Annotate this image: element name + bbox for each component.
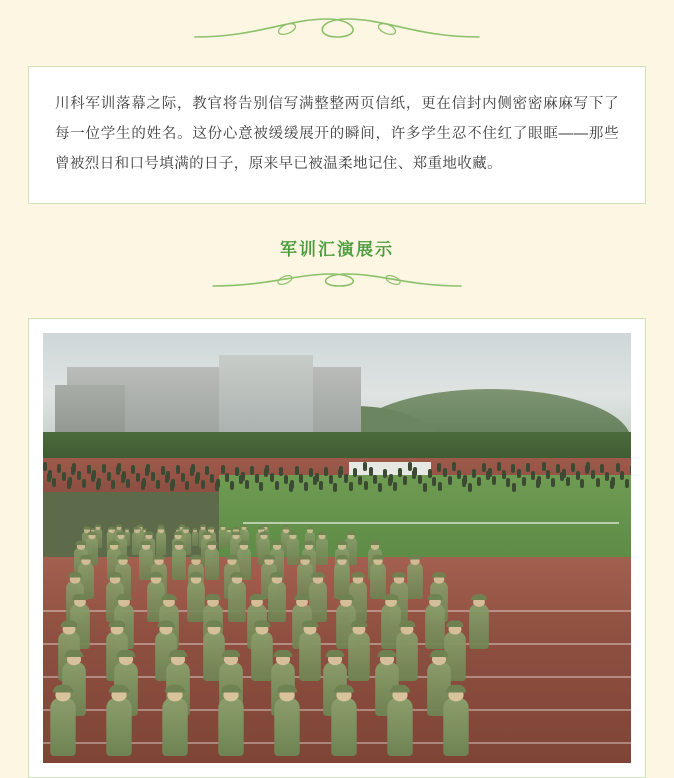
background-spectator xyxy=(313,476,317,485)
marching-student xyxy=(50,698,75,756)
background-spectator xyxy=(215,482,219,491)
marching-student xyxy=(192,532,198,547)
background-spectator xyxy=(358,476,362,485)
background-spectator xyxy=(255,474,259,483)
background-spectator xyxy=(432,477,436,486)
background-spectator xyxy=(423,483,427,492)
background-spectator xyxy=(437,463,441,472)
background-spectator xyxy=(225,473,229,482)
background-spectator xyxy=(373,475,377,484)
background-spectator xyxy=(82,479,86,488)
background-spectator xyxy=(333,483,337,492)
background-spectator xyxy=(353,468,357,477)
top-divider xyxy=(0,0,674,56)
background-spectator xyxy=(502,470,506,479)
leaf-swirl-underline-icon xyxy=(207,268,467,294)
background-spectator xyxy=(560,472,564,481)
background-spectator xyxy=(600,464,604,473)
background-spectator xyxy=(576,471,580,480)
background-spectator xyxy=(438,482,442,491)
background-spectator xyxy=(309,468,313,477)
marching-student xyxy=(331,698,356,756)
background-spectator xyxy=(388,477,392,486)
background-spectator xyxy=(605,472,609,481)
photo-marching-students xyxy=(43,496,502,745)
background-spectator xyxy=(546,470,550,479)
background-spectator xyxy=(408,462,412,471)
background-spectator xyxy=(571,463,575,472)
background-spectator xyxy=(284,475,288,484)
background-spectator xyxy=(517,469,521,478)
background-spectator xyxy=(295,466,299,475)
background-spectator xyxy=(511,464,515,473)
section-title: 军训汇演展示 xyxy=(280,240,394,259)
background-spectator xyxy=(145,467,149,476)
background-spectator xyxy=(299,474,303,483)
background-spectator xyxy=(596,478,600,487)
background-spectator xyxy=(151,472,155,481)
background-spectator xyxy=(136,473,140,482)
background-spectator xyxy=(566,477,570,486)
marching-student xyxy=(287,538,299,566)
marching-student xyxy=(275,698,300,756)
background-spectator xyxy=(181,473,185,482)
marching-student xyxy=(162,698,187,756)
background-spectator xyxy=(107,472,111,481)
section-underline xyxy=(0,268,674,294)
background-spectator xyxy=(630,465,631,474)
background-spectator xyxy=(67,480,71,489)
background-spectator xyxy=(221,465,225,474)
background-spectator xyxy=(161,466,165,475)
marching-student xyxy=(219,698,244,756)
background-spectator xyxy=(472,469,476,478)
background-spectator xyxy=(116,466,120,475)
background-spectator xyxy=(457,470,461,479)
marching-student xyxy=(425,604,445,649)
background-spectator xyxy=(91,473,95,482)
marching-student xyxy=(470,604,490,649)
background-spectator xyxy=(580,479,584,488)
marching-student xyxy=(387,698,412,756)
background-spectator xyxy=(96,481,100,490)
background-spectator xyxy=(482,463,486,472)
background-spectator xyxy=(477,477,481,486)
background-spectator xyxy=(428,469,432,478)
background-spectator xyxy=(62,472,66,481)
background-spectator xyxy=(344,474,348,483)
marching-student xyxy=(396,631,418,681)
background-spectator xyxy=(448,476,452,485)
background-spectator xyxy=(170,482,174,491)
background-spectator xyxy=(102,464,106,473)
background-spectator xyxy=(486,471,490,480)
background-spectator xyxy=(279,467,283,476)
background-spectator xyxy=(349,482,353,491)
background-spectator xyxy=(52,478,56,487)
background-spectator xyxy=(468,483,472,492)
background-spectator xyxy=(230,481,234,490)
background-spectator xyxy=(383,469,387,478)
background-spectator xyxy=(270,473,274,482)
marching-student xyxy=(205,548,219,580)
background-spectator xyxy=(526,463,530,472)
background-spectator xyxy=(235,467,239,476)
marching-student xyxy=(106,698,131,756)
body-paragraph: 川科军训落幕之际，教官将告别信写满整整两页信纸，更在信封内侧密密麻麻写下了每一位学生的姓名。这份心意被缓缓展开的瞬间，许多学生忍不住红了眼眶——那些曾被烈日和口号填满的日子，原来早已被温柔地记住、郑重地收藏。 xyxy=(55,96,619,172)
marching-student xyxy=(370,563,386,599)
marching-student xyxy=(443,698,468,756)
background-spectator xyxy=(131,465,135,474)
background-spectator xyxy=(610,480,614,489)
background-spectator xyxy=(87,465,91,474)
background-spectator xyxy=(121,474,125,483)
background-spectator xyxy=(378,483,382,492)
background-spectator xyxy=(176,465,180,474)
background-spectator xyxy=(264,468,268,477)
background-spectator xyxy=(185,481,189,490)
background-spectator xyxy=(363,462,367,471)
background-spectator xyxy=(47,473,51,482)
marching-student xyxy=(228,581,246,622)
background-spectator xyxy=(443,468,447,477)
background-spectator xyxy=(393,482,397,491)
background-spectator xyxy=(210,474,214,483)
background-spectator xyxy=(156,480,160,489)
background-spectator xyxy=(201,480,205,489)
background-spectator xyxy=(585,465,589,474)
background-spectator xyxy=(239,475,243,484)
background-spectator xyxy=(141,481,145,490)
background-spectator xyxy=(329,475,333,484)
background-spectator xyxy=(304,482,308,491)
section-header xyxy=(0,238,674,294)
background-spectator xyxy=(57,464,61,473)
background-spectator xyxy=(71,466,75,475)
marching-student xyxy=(348,631,370,681)
background-spectator xyxy=(289,483,293,492)
background-spectator xyxy=(412,470,416,479)
background-spectator xyxy=(205,466,209,475)
background-spectator xyxy=(259,482,263,491)
leaf-swirl-divider-icon xyxy=(187,11,487,51)
background-spectator xyxy=(364,481,368,490)
background-spectator xyxy=(542,462,546,471)
background-spectator xyxy=(245,480,249,489)
marching-student xyxy=(268,581,286,622)
background-spectator xyxy=(403,476,407,485)
background-spectator xyxy=(338,469,342,478)
background-spectator xyxy=(625,479,629,488)
background-spectator xyxy=(620,471,624,480)
marching-student xyxy=(316,538,328,566)
background-spectator xyxy=(165,474,169,483)
background-spectator xyxy=(369,467,373,476)
background-spectator xyxy=(126,479,130,488)
background-spectator xyxy=(77,471,81,480)
background-spectator xyxy=(43,462,47,471)
background-spectator xyxy=(195,475,199,484)
background-spectator xyxy=(551,478,555,487)
background-spectator xyxy=(398,468,402,477)
background-spectator xyxy=(556,464,560,473)
marching-student xyxy=(251,631,273,681)
background-spectator xyxy=(319,481,323,490)
background-spectator xyxy=(531,471,535,480)
background-spectator xyxy=(512,483,516,492)
photo-background-crowd xyxy=(43,462,631,488)
body-text-card xyxy=(28,66,646,204)
background-spectator xyxy=(462,478,466,487)
marching-student xyxy=(407,563,423,599)
background-spectator xyxy=(591,470,595,479)
background-spectator xyxy=(492,476,496,485)
marching-student xyxy=(156,531,166,554)
background-spectator xyxy=(522,477,526,486)
military-training-parade-photo xyxy=(43,333,631,763)
background-spectator xyxy=(506,478,510,487)
background-spectator xyxy=(616,463,620,472)
background-spectator xyxy=(536,479,540,488)
marching-student xyxy=(219,529,227,548)
background-spectator xyxy=(111,480,115,489)
background-spectator xyxy=(250,466,254,475)
background-spectator xyxy=(275,481,279,490)
photo-card xyxy=(28,318,646,778)
background-spectator xyxy=(190,467,194,476)
background-spectator xyxy=(497,462,501,471)
background-spectator xyxy=(418,475,422,484)
background-spectator xyxy=(324,467,328,476)
background-spectator xyxy=(452,462,456,471)
marching-student xyxy=(300,631,322,681)
marching-student xyxy=(172,548,186,580)
